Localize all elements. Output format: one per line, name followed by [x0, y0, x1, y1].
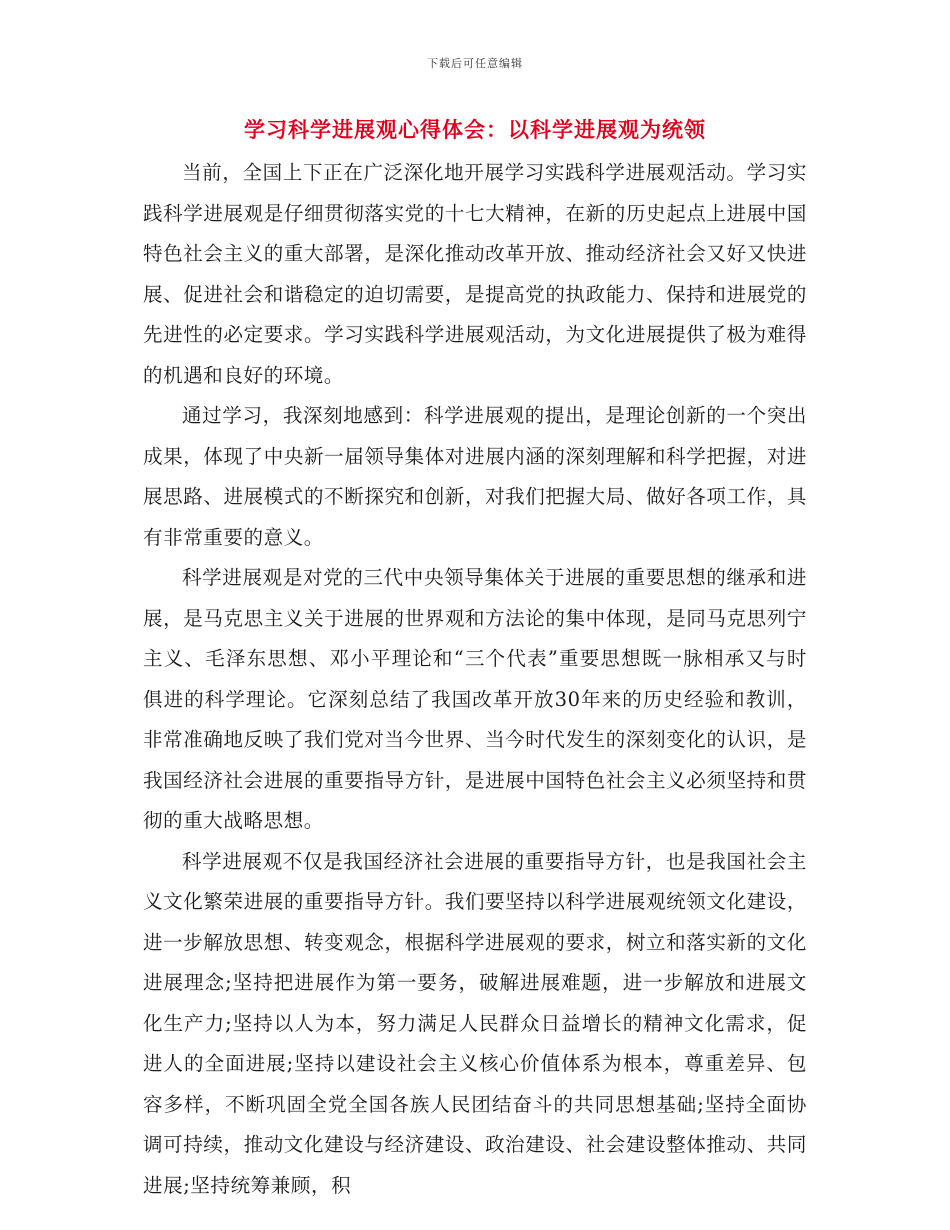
paragraph-2: 通过学习，我深刻地感到：科学进展观的提出，是理论创新的一个突出成果，体现了中央新一届领导集体对进展内涵的深刻理解和科学把握，对进展思路、进展模式的不断探究和创新，对我们把握大局、做好各项工作，具有非常重要的意义。	[143, 404, 807, 549]
header-note: 下载后可任意编辑	[427, 57, 523, 70]
document-body	[143, 153, 807, 1206]
paragraph-4: 科学进展观不仅是我国经济社会进展的重要指导方针，也是我国社会主义文化繁荣进展的重要指导方针。我们要坚持以科学进展观统领文化建设，进一步解放思想、转变观念，根据科学进展观的要求，树立和落实新的文化进展理念;坚持把进展作为第一要务，破解进展难题，进一步解放和进展文化生产力;坚持以人为本，努力满足人民群众日益增长的精神文化需求，促进人的全面进展;坚持以建设社会主义核心价值体系为根本，尊重差异、包容多样，不断巩固全党全国各族人民团结奋斗的共同思想基础;坚持全面协调可持续，推动文化建设与经济建设、政治建设、社会建设整体推动、共同进展;坚持统筹兼顾，积	[143, 849, 807, 1197]
document-title: 学习科学进展观心得体会：以科学进展观为统领	[244, 117, 706, 142]
paragraph-1: 当前，全国上下正在广泛深化地开展学习实践科学进展观活动。学习实践科学进展观是仔细贯彻落实党的十七大精神，在新的历史起点上进展中国特色社会主义的重大部署，是深化推动改革开放、推动经济社会又好又快进展、促进社会和谐稳定的迫切需要，是提高党的执政能力、保持和进展党的先进性的必定要求。学习实践科学进展观活动，为文化进展提供了极为难得的机遇和良好的环境。	[143, 161, 807, 387]
paragraph-3: 科学进展观是对党的三代中央领导集体关于进展的重要思想的继承和进展，是马克思主义关于进展的世界观和方法论的集中体现，是同马克思列宁主义、毛泽东思想、邓小平理论和“三个代表”重要思想既一脉相承又与时俱进的科学理论。它深刻总结了我国改革开放30年来的历史经验和教训，非常准确地反映了我们党对当今世界、当今时代发生的深刻变化的认识，是我国经济社会进展的重要指导方针，是进展中国特色社会主义必须坚持和贯彻的重大战略思想。	[143, 566, 807, 832]
